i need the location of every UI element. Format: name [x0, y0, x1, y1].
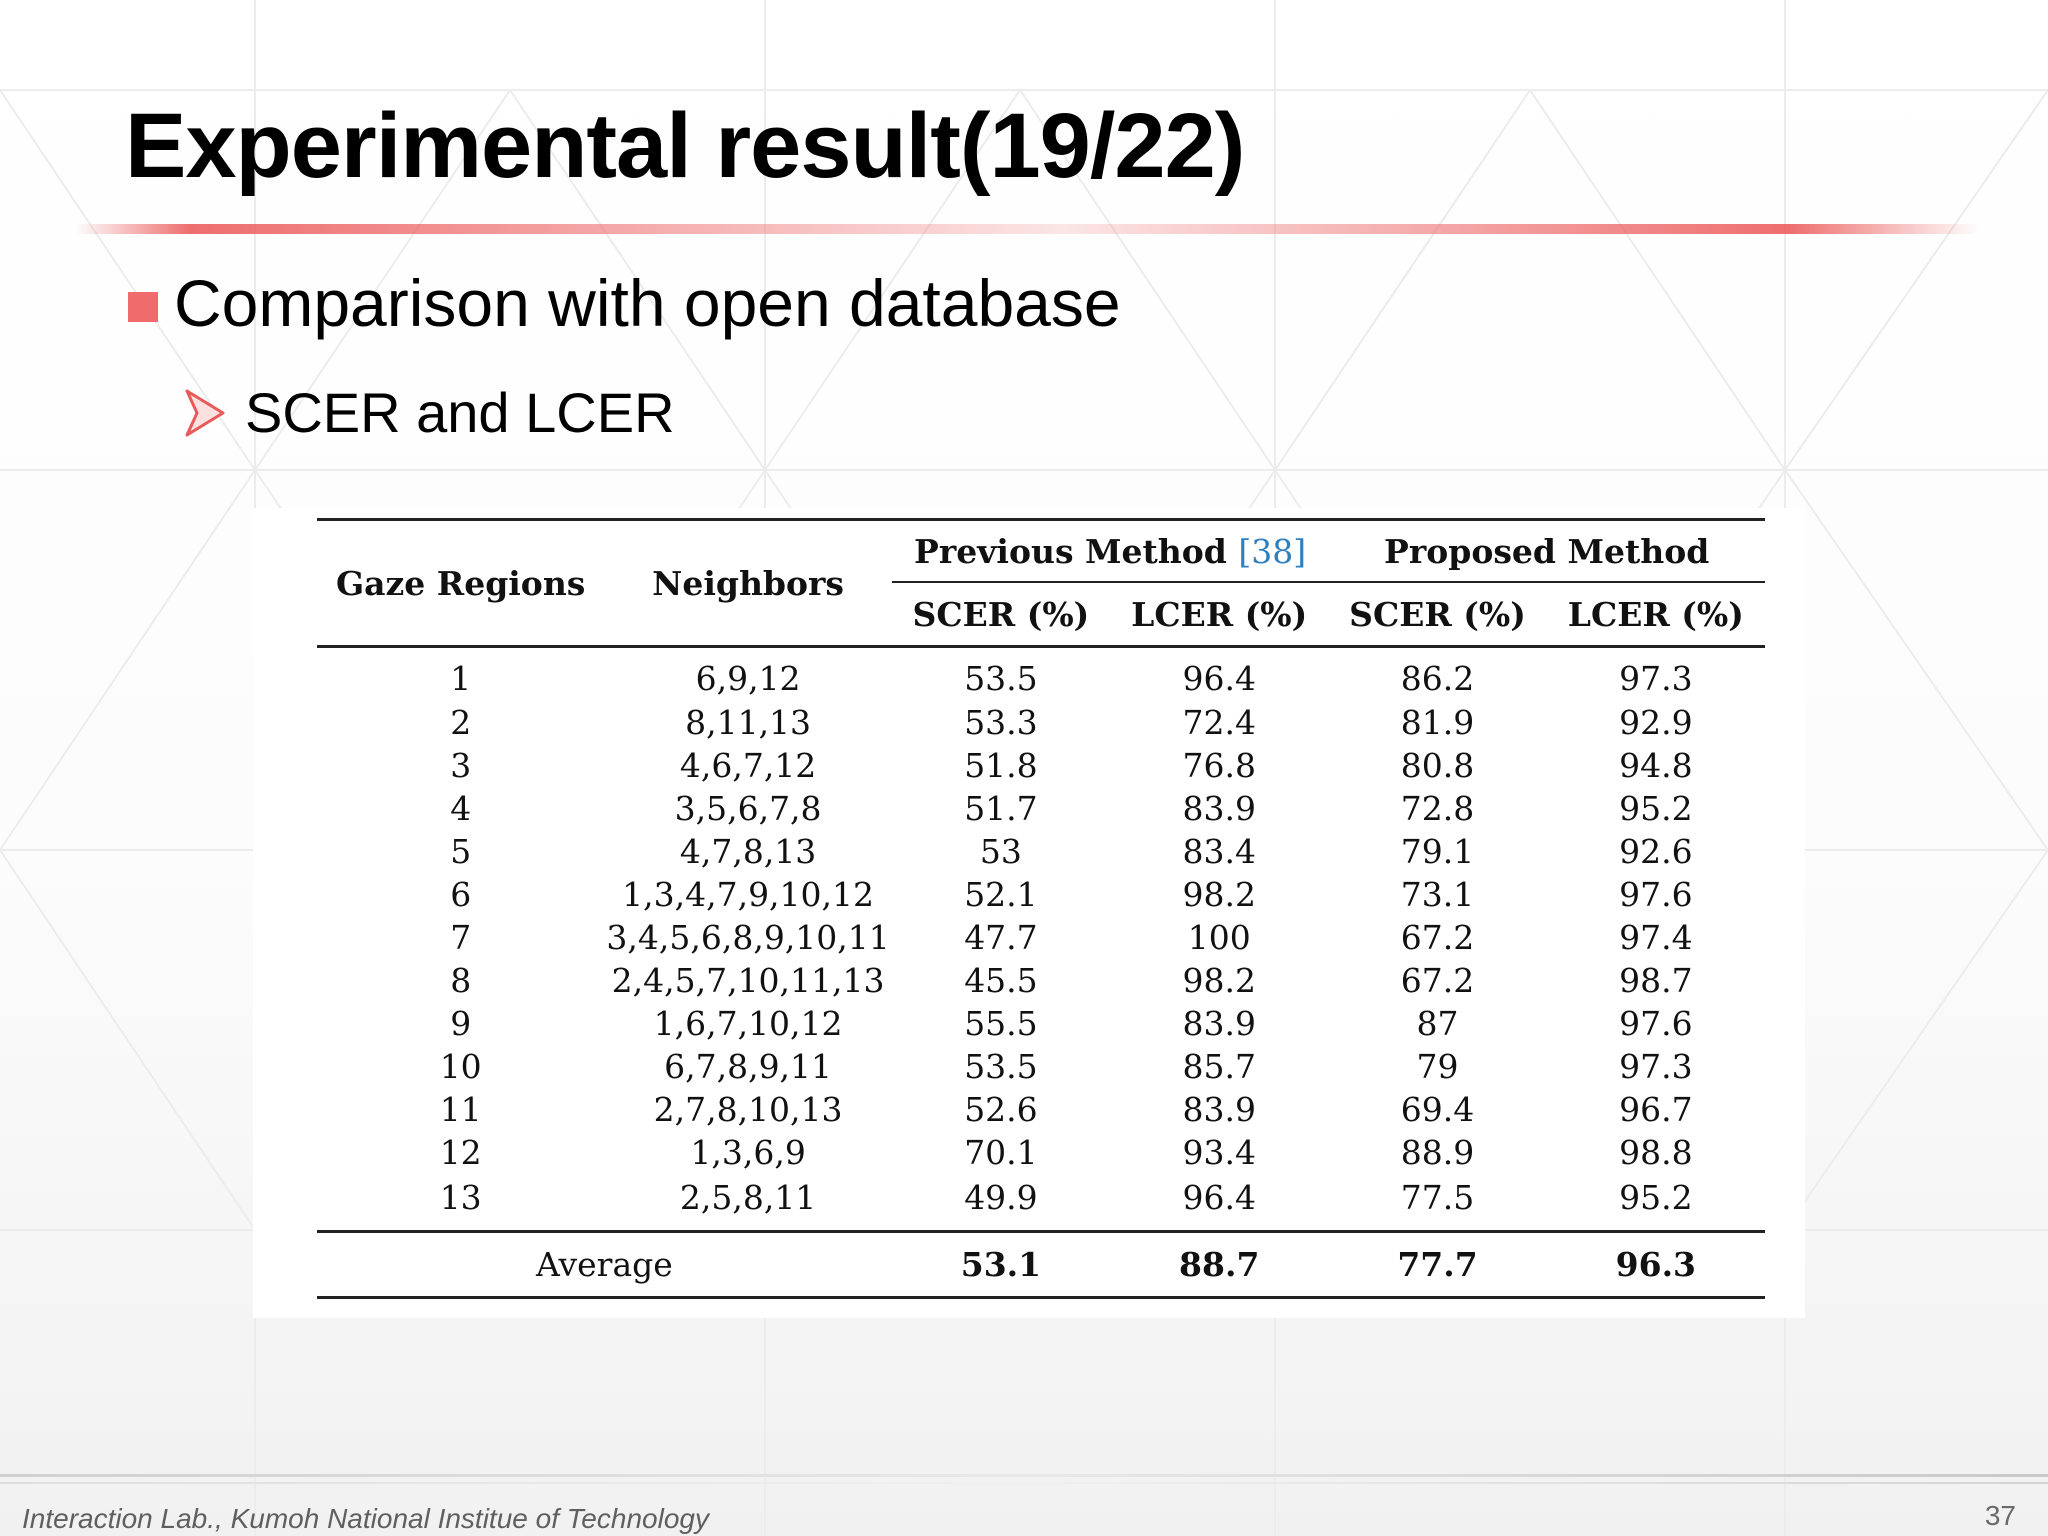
cell-prop-lcer: 92.9: [1619, 703, 1693, 742]
table-row: [317, 1174, 1765, 1232]
citation-link: [38]: [1238, 531, 1307, 571]
cell-prev-lcer: 98.2: [1182, 875, 1256, 914]
average-prev-lcer: 88.7: [1179, 1245, 1260, 1284]
cell-prop-scer: 72.8: [1400, 789, 1475, 828]
cell-prop-lcer: 92.6: [1619, 832, 1693, 871]
table-row: [317, 830, 1765, 873]
cell-gaze-region: 8: [450, 961, 472, 1000]
cell-prev-lcer: 85.7: [1182, 1047, 1256, 1086]
cell-neighbors: 2,5,8,11: [679, 1177, 817, 1217]
header-prop-lcer: LCER (%): [1567, 594, 1744, 634]
cell-prop-lcer: 97.4: [1619, 918, 1693, 957]
cell-prev-lcer: 83.9: [1182, 789, 1256, 828]
title-underline: [75, 224, 1980, 234]
cell-gaze-region: 2: [450, 703, 472, 742]
cell-neighbors: 4,6,7,12: [679, 746, 817, 785]
footer-divider: [0, 1474, 2048, 1477]
cell-prev-scer: 53.5: [964, 659, 1038, 698]
cell-gaze-region: 12: [439, 1133, 482, 1172]
cell-prop-lcer: 97.6: [1619, 1004, 1693, 1043]
cell-prop-scer: 69.4: [1400, 1090, 1475, 1129]
cell-prop-lcer: 97.3: [1619, 1047, 1693, 1086]
cell-prev-lcer: 96.4: [1182, 1177, 1256, 1217]
table-row: [317, 1002, 1765, 1045]
cell-prop-lcer: 98.7: [1619, 961, 1693, 1000]
cell-prop-scer: 73.1: [1400, 875, 1475, 914]
table-body: [317, 647, 1765, 1232]
average-prev-scer: 53.1: [960, 1245, 1042, 1284]
cell-gaze-region: 11: [439, 1090, 482, 1129]
cell-gaze-region: 4: [450, 789, 472, 828]
cell-prev-scer: 55.5: [964, 1004, 1038, 1043]
cell-gaze-region: 5: [450, 832, 472, 871]
square-bullet-icon: [128, 292, 158, 322]
table-row: [317, 1088, 1765, 1131]
header-prop-scer: SCER (%): [1349, 594, 1526, 634]
table-row: [317, 959, 1765, 1002]
cell-prop-scer: 79.1: [1400, 832, 1475, 871]
cell-prop-scer: 86.2: [1400, 659, 1475, 698]
cell-neighbors: 2,4,5,7,10,11,13: [611, 961, 885, 1000]
cell-prop-lcer: 97.3: [1619, 659, 1693, 698]
cell-neighbors: 6,9,12: [695, 659, 801, 698]
cell-prev-scer: 70.1: [964, 1133, 1038, 1172]
cell-prev-lcer: 83.9: [1182, 1090, 1256, 1129]
cell-prev-scer: 52.1: [964, 875, 1038, 914]
average-prop-scer: 77.7: [1397, 1245, 1478, 1284]
cell-prop-lcer: 95.2: [1619, 1177, 1693, 1217]
cell-prev-lcer: 83.4: [1182, 832, 1256, 871]
cell-prev-lcer: 76.8: [1182, 746, 1256, 785]
cell-prev-scer: 53: [979, 832, 1022, 871]
cell-prop-lcer: 96.7: [1619, 1090, 1693, 1129]
header-prev-lcer: LCER (%): [1131, 594, 1308, 634]
cell-prop-scer: 80.8: [1400, 746, 1475, 785]
average-prop-lcer: 96.3: [1615, 1245, 1697, 1284]
results-table: [317, 518, 1765, 1299]
footer-credit: Interaction Lab., Kumoh National Institue of Technology: [22, 1503, 709, 1534]
cell-gaze-region: 6: [450, 875, 472, 914]
cell-prop-scer: 77.5: [1400, 1177, 1475, 1217]
cell-prop-lcer: 95.2: [1619, 789, 1693, 828]
footer-divider-secondary: [0, 1482, 2048, 1484]
cell-gaze-region: 3: [450, 746, 472, 785]
cell-prev-lcer: 96.4: [1182, 659, 1256, 698]
cell-prop-lcer: 94.8: [1619, 746, 1693, 785]
cell-neighbors: 6,7,8,9,11: [664, 1047, 833, 1086]
table-row: [317, 744, 1765, 787]
bullet-text: Comparison with open database: [174, 266, 1121, 340]
cell-neighbors: 3,5,6,7,8: [674, 789, 822, 828]
cell-neighbors: 4,7,8,13: [679, 832, 817, 871]
cell-prev-lcer: 100: [1187, 918, 1251, 957]
cell-gaze-region: 13: [439, 1177, 482, 1217]
page-number: 37: [1984, 1500, 2016, 1531]
cell-prop-scer: 87: [1416, 1004, 1459, 1043]
header-neighbors: Neighbors: [652, 563, 844, 603]
cell-prev-scer: 45.5: [964, 961, 1038, 1000]
average-row: [317, 1232, 1765, 1298]
cell-gaze-region: 1: [450, 659, 472, 698]
cell-gaze-region: 10: [439, 1047, 482, 1086]
cell-prev-scer: 49.9: [964, 1177, 1038, 1217]
cell-prev-scer: 51.7: [964, 789, 1038, 828]
cell-prev-lcer: 83.9: [1182, 1004, 1256, 1043]
average-label: Average: [536, 1245, 673, 1284]
cell-prev-scer: 51.8: [964, 746, 1038, 785]
previous-method-label: Previous Method: [914, 531, 1227, 571]
table-row: [317, 701, 1765, 744]
cell-prop-scer: 67.2: [1400, 918, 1475, 957]
cell-prev-lcer: 98.2: [1182, 961, 1256, 1000]
table-row: [317, 1131, 1765, 1174]
cell-neighbors: 1,6,7,10,12: [653, 1004, 843, 1043]
cell-gaze-region: 7: [450, 918, 472, 957]
cell-prop-scer: 81.9: [1400, 703, 1475, 742]
bullet-level-2: [185, 380, 675, 445]
sub-bullet-text: SCER and LCER: [245, 381, 675, 444]
cell-prop-scer: 67.2: [1400, 961, 1475, 1000]
arrow-bullet-icon: [185, 389, 225, 437]
slide-title: Experimental result(19/22): [125, 95, 1245, 197]
cell-prev-lcer: 72.4: [1182, 703, 1256, 742]
cell-prop-scer: 88.9: [1400, 1133, 1475, 1172]
header-gaze-regions: Gaze Regions: [335, 563, 586, 603]
cell-prop-scer: 79: [1416, 1047, 1459, 1086]
cell-prev-scer: 52.6: [964, 1090, 1038, 1129]
cell-neighbors: 1,3,6,9: [690, 1133, 806, 1172]
bullet-level-1: [128, 265, 1121, 341]
cell-neighbors: 1,3,4,7,9,10,12: [622, 875, 875, 914]
table-row: [317, 1045, 1765, 1088]
cell-neighbors: 2,7,8,10,13: [653, 1090, 843, 1129]
cell-prev-scer: 53.3: [964, 703, 1038, 742]
table-row: [317, 787, 1765, 830]
table-row: [317, 916, 1765, 959]
cell-prop-lcer: 97.6: [1619, 875, 1693, 914]
cell-neighbors: 3,4,5,6,8,9,10,11: [606, 918, 890, 957]
cell-prop-lcer: 98.8: [1619, 1133, 1693, 1172]
cell-gaze-region: 9: [450, 1004, 472, 1043]
header-prev-scer: SCER (%): [912, 594, 1090, 634]
header-proposed-method: Proposed Method: [1328, 520, 1765, 583]
cell-prev-scer: 53.5: [964, 1047, 1038, 1086]
cell-neighbors: 8,11,13: [685, 703, 812, 742]
cell-prev-scer: 47.7: [964, 918, 1038, 957]
cell-prev-lcer: 93.4: [1182, 1133, 1256, 1172]
table-row: [317, 647, 1765, 702]
table-row: [317, 873, 1765, 916]
header-previous-method: [892, 520, 1329, 583]
